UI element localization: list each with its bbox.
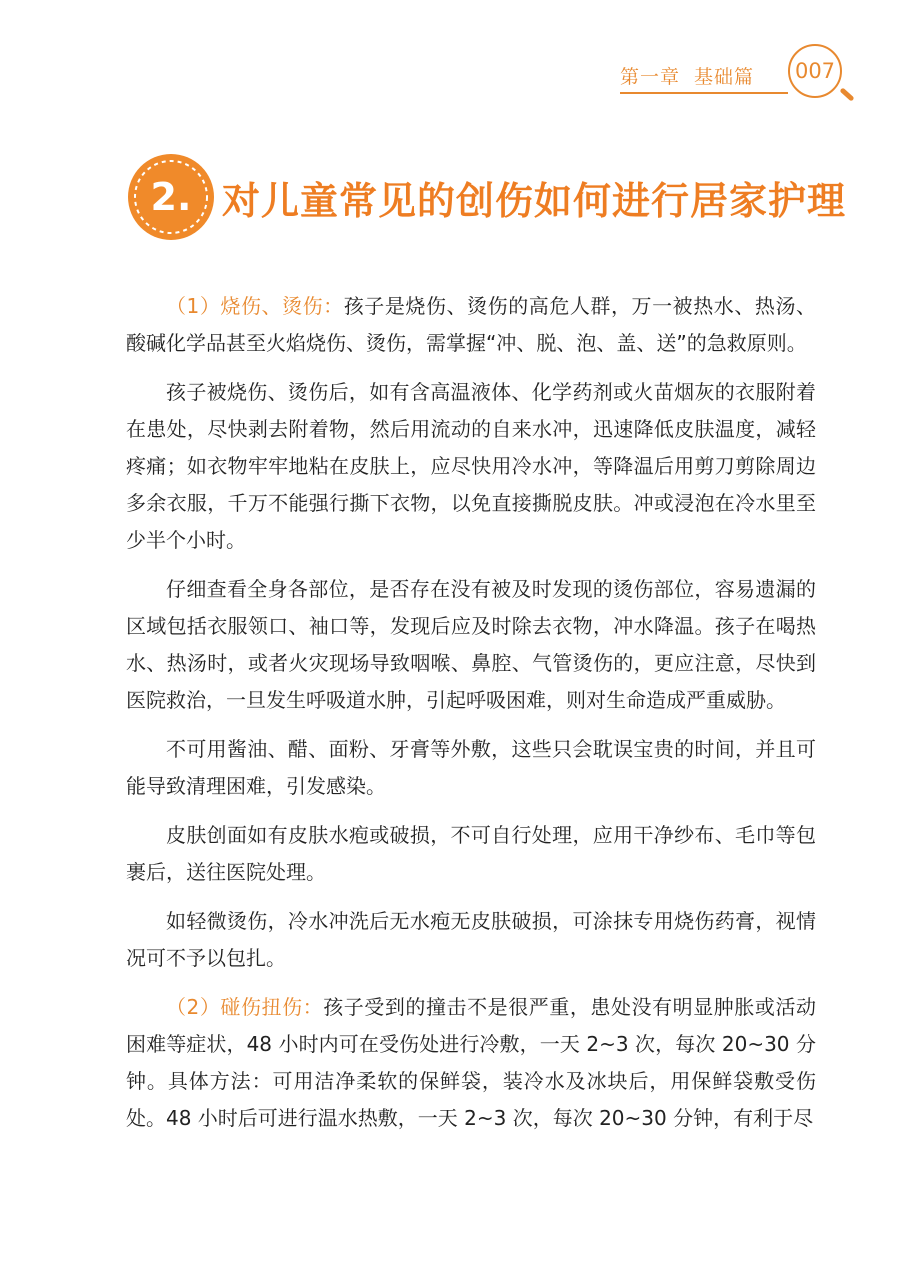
paragraph-text: 孩子被烧伤、烫伤后，如有含高温液体、化学药剂或火苗烟灰的衣服附着在患处，尽快剥去附着物，然后用流动的自来水冲，迅速降低皮肤温度，减轻疼痛；如衣物牢牢地粘在皮肤上，应尽快用冷水冲，等降温后用剪刀剪除周边多余衣服，千万不能强行撕下衣物，以免直接撕脱皮肤。冲或浸泡在冷水里至少半个小时。	[126, 380, 816, 552]
body-text	[126, 288, 816, 1149]
chapter-label: 第一章	[620, 66, 681, 88]
paragraph	[126, 374, 816, 559]
section-number-badge	[126, 152, 216, 242]
section-title: 对儿童常见的创伤如何进行居家护理	[222, 179, 847, 223]
paragraph-text: 孩子受到的撞击不是很严重，患处没有明显肿胀或活动困难等症状，48 小时内可在受伤处进行冷敷，一天 2~3 次，每次 20~30 分钟。具体方法：可用洁净柔软的保鲜袋，装冷水及冰块后，用保鲜袋敷受伤处。48 小时后可进行温水热敷，一天 2~3 次，每次 20~30 分钟，有利于尽	[126, 995, 816, 1130]
running-head	[620, 62, 768, 89]
paragraph-text: 不可用酱油、醋、面粉、牙膏等外敷，这些只会耽误宝贵的时间，并且可能导致清理困难，引发感染。	[126, 737, 816, 798]
item-label: （1）烧伤、烫伤：	[166, 294, 344, 318]
magnifier-handle-icon	[839, 87, 854, 101]
paragraph-text: 如轻微烫伤，冷水冲洗后无水疱无皮肤破损，可涂抹专用烧伤药膏，视情况可不予以包扎。	[126, 909, 816, 970]
paragraph	[126, 817, 816, 891]
paragraph	[126, 731, 816, 805]
page-number-badge	[788, 44, 842, 98]
paragraph-text: 仔细查看全身各部位，是否存在没有被及时发现的烫伤部位，容易遗漏的区域包括衣服领口、袖口等，发现后应及时除去衣物，冲水降温。孩子在喝热水、热汤时，或者火灾现场导致咽喉、鼻腔、气管烫伤的，更应注意，尽快到医院救治，一旦发生呼吸道水肿，引起呼吸困难，则对生命造成严重威胁。	[126, 577, 816, 712]
item-label: （2）碰伤扭伤：	[166, 995, 324, 1019]
paragraph	[126, 571, 816, 719]
paragraph	[126, 288, 816, 362]
page-number: 007	[794, 59, 836, 83]
part-label: 基础篇	[694, 66, 755, 88]
header-rule	[620, 92, 788, 94]
paragraph-text: 孩子是烧伤、烫伤的高危人群，万一被热水、热汤、酸碱化学品甚至火焰烧伤、烫伤，需掌握“冲、脱、泡、盖、送”的急救原则。	[126, 294, 817, 355]
paragraph	[126, 989, 816, 1137]
section-heading	[126, 152, 847, 242]
paragraph-text: 皮肤创面如有皮肤水疱或破损，不可自行处理，应用干净纱布、毛巾等包裹后，送往医院处理。	[126, 823, 816, 884]
paragraph	[126, 903, 816, 977]
section-number: 2.	[150, 175, 192, 219]
page-header	[0, 44, 900, 114]
